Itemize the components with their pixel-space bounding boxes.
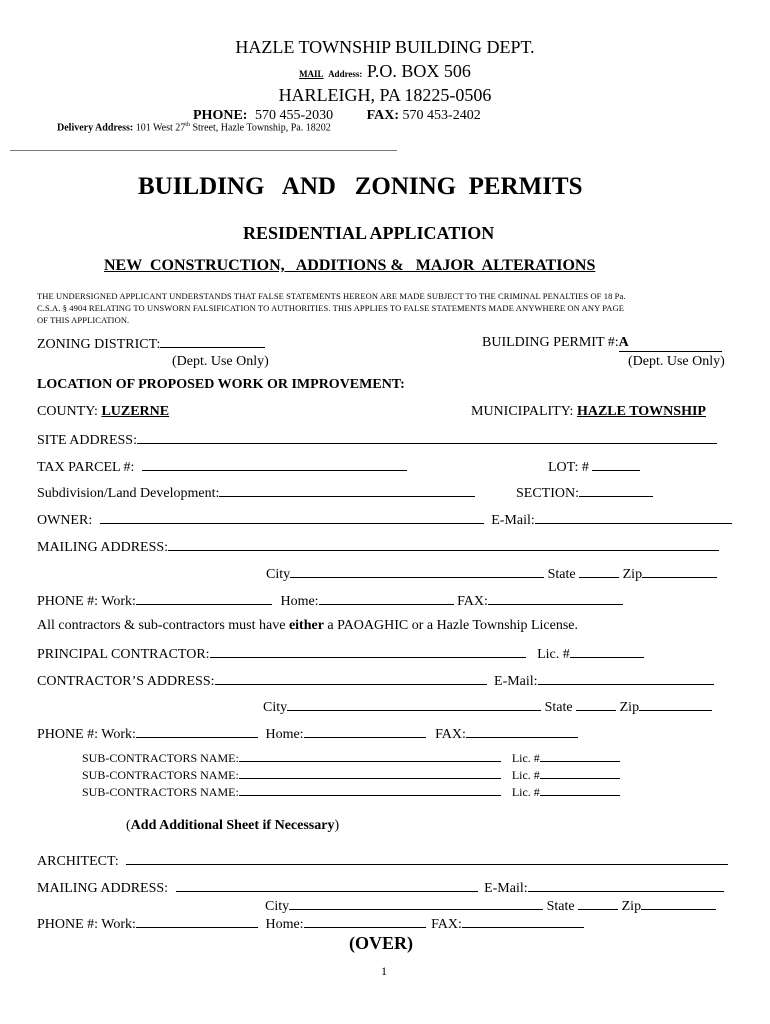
sub-contractor-row-2 <box>82 768 620 783</box>
phone-work-label: PHONE #: Work: <box>37 594 136 609</box>
city-label: City <box>266 567 291 582</box>
section-label: SECTION: <box>516 486 579 501</box>
sub-contractor-field-1[interactable] <box>239 751 501 762</box>
section-field[interactable] <box>579 484 653 497</box>
architect-city-field[interactable] <box>289 897 543 910</box>
architect-zip-label: Zip <box>621 899 642 914</box>
contractor-city-field[interactable] <box>287 698 541 711</box>
disclaimer-line-2: C.S.A. § 4904 RELATING TO UNSWORN FALSIFICATION TO AUTHORITIES. THIS APPLIES TO FALSE STATEMENTS MADE ANYWHERE ON ANY PAGE <box>37 303 625 313</box>
sub-lic-label: Lic. # <box>511 785 540 799</box>
sub-contractor-label: SUB-CONTRACTORS NAME: <box>82 751 239 765</box>
building-permit-field[interactable] <box>619 335 722 352</box>
sub-lic-field-2[interactable] <box>540 768 620 779</box>
contractor-address-field[interactable] <box>215 672 487 685</box>
zoning-district-row <box>37 335 265 353</box>
architect-email-field[interactable] <box>528 879 724 892</box>
dept-use-note-right: (Dept. Use Only) <box>628 354 725 369</box>
owner-label: OWNER: <box>37 513 93 528</box>
owner-state-field[interactable] <box>579 565 619 578</box>
owner-fax-field[interactable] <box>488 592 623 605</box>
letterhead-divider <box>10 150 397 151</box>
lot-label: LOT: # <box>548 460 589 475</box>
owner-email-field[interactable] <box>535 511 732 524</box>
contractor-city-row <box>263 698 712 716</box>
sub-contractor-field-3[interactable] <box>239 785 501 796</box>
contractor-zip-label: Zip <box>619 700 640 715</box>
municipality-value: HAZLE TOWNSHIP <box>576 404 706 419</box>
subdivision-field[interactable] <box>219 484 475 497</box>
county-row <box>37 404 169 420</box>
architect-home-label: Home: <box>265 917 304 932</box>
architect-phone-work-label: PHONE #: Work: <box>37 917 136 932</box>
sub-contractor-label: SUB-CONTRACTORS NAME: <box>82 768 239 782</box>
sub-lic-field-1[interactable] <box>540 751 620 762</box>
page-title: BUILDING AND ZONING PERMITS <box>138 173 583 200</box>
owner-city-field[interactable] <box>290 565 544 578</box>
principal-contractor-label: PRINCIPAL CONTRACTOR: <box>37 647 210 662</box>
sub-lic-label: Lic. # <box>511 751 540 765</box>
principal-contractor-row <box>37 645 644 663</box>
architect-city-row <box>265 897 716 915</box>
section-row <box>516 484 653 502</box>
over-label: (OVER) <box>349 933 413 953</box>
contractors-note-c: a PAOAGHIC or a Hazle Township License. <box>323 618 579 633</box>
fax-label: FAX: <box>366 108 400 123</box>
architect-fax-label: FAX: <box>431 917 462 932</box>
tax-parcel-label: TAX PARCEL #: <box>37 460 135 475</box>
delivery-rest: Street, Hazle Township, Pa. 18202 <box>189 122 331 134</box>
mailing-address-label: MAILING ADDRESS: <box>37 540 169 555</box>
site-address-field[interactable] <box>137 431 717 444</box>
owner-row <box>37 511 732 529</box>
contractor-phone-work-label: PHONE #: Work: <box>37 727 136 742</box>
building-permit-label: BUILDING PERMIT #: <box>482 335 619 350</box>
delivery-address <box>57 122 331 133</box>
principal-lic-label: Lic. # <box>537 647 570 662</box>
delivery-street: 101 West 27 <box>135 122 186 134</box>
contractors-note-a: All contractors & sub-contractors must have <box>37 618 289 633</box>
subdivision-label: Subdivision/Land Development: <box>37 486 220 501</box>
contractor-city-label: City <box>263 700 288 715</box>
sub-lic-field-3[interactable] <box>540 785 620 796</box>
contractor-state-field[interactable] <box>576 698 616 711</box>
architect-email-label: E-Mail: <box>484 881 528 896</box>
architect-city-label: City <box>265 899 290 914</box>
location-heading: LOCATION OF PROPOSED WORK OR IMPROVEMENT: <box>37 377 405 392</box>
sub-contractor-row-3 <box>82 785 620 800</box>
architect-mailing-field[interactable] <box>176 879 478 892</box>
mailing-address-row <box>37 538 719 556</box>
architect-zip-field[interactable] <box>641 897 716 910</box>
subtitle-2: NEW CONSTRUCTION, ADDITIONS & MAJOR ALTERATIONS <box>104 257 596 274</box>
add-sheet-text: Add Additional Sheet if Necessary <box>130 818 335 833</box>
add-sheet-paren-open: ( <box>126 818 131 833</box>
sub-contractor-field-2[interactable] <box>239 768 501 779</box>
add-sheet-note <box>126 818 339 834</box>
contractor-state-label: State <box>544 700 573 715</box>
county-value: LUZERNE <box>101 404 170 419</box>
county-label: COUNTY: <box>37 404 98 419</box>
architect-fax-field[interactable] <box>462 915 584 928</box>
delivery-sup: th <box>185 122 190 128</box>
fax-field-label: FAX: <box>457 594 488 609</box>
architect-work-phone-field[interactable] <box>136 915 258 928</box>
disclaimer-line-1: THE UNDERSIGNED APPLICANT UNDERSTANDS THAT FALSE STATEMENTS HEREON ARE MADE SUBJECT TO THE CRIMINAL PENALTIES OF 18 Pa. <box>37 291 626 301</box>
dept-name: HAZLE TOWNSHIP BUILDING DEPT. <box>235 37 535 57</box>
mail-label: MAIL <box>299 69 324 79</box>
architect-row <box>37 852 728 870</box>
lot-row <box>548 458 640 476</box>
contractor-address-row <box>37 672 714 690</box>
architect-label: ARCHITECT: <box>37 854 119 869</box>
add-sheet-paren-close: ) <box>334 818 340 833</box>
contractor-address-label: CONTRACTOR’S ADDRESS: <box>37 674 215 689</box>
contractor-email-field[interactable] <box>538 672 714 685</box>
mailing-address-field[interactable] <box>168 538 719 551</box>
owner-phone-row <box>37 592 623 610</box>
delivery-label: Delivery Address: <box>57 122 134 134</box>
contractor-zip-field[interactable] <box>639 698 712 711</box>
contractor-email-label: E-Mail: <box>494 674 538 689</box>
owner-home-phone-field[interactable] <box>319 592 454 605</box>
architect-field[interactable] <box>126 852 728 865</box>
architect-mailing-label: MAILING ADDRESS: <box>37 881 169 896</box>
zip-label: Zip <box>622 567 643 582</box>
po-box: P.O. BOX 506 <box>366 61 471 81</box>
phone-number: 570 455-2030 <box>254 108 334 123</box>
contractor-fax-label: FAX: <box>435 727 466 742</box>
contractor-fax-field[interactable] <box>466 725 578 738</box>
architect-phone-row <box>37 915 584 933</box>
owner-zip-field[interactable] <box>642 565 717 578</box>
phone-label: PHONE: <box>193 108 248 123</box>
subtitle: RESIDENTIAL APPLICATION <box>243 223 495 243</box>
architect-state-field[interactable] <box>578 897 618 910</box>
zoning-district-field[interactable] <box>160 335 265 348</box>
sub-contractor-row-1 <box>82 751 620 766</box>
site-address-row <box>37 431 717 449</box>
mail-address-line <box>0 61 770 82</box>
architect-mailing-row <box>37 879 724 897</box>
disclaimer-line-3: OF THIS APPLICATION. <box>37 315 130 325</box>
principal-lic-field[interactable] <box>570 645 644 658</box>
zoning-district-label: ZONING DISTRICT: <box>37 337 161 352</box>
contractors-note <box>37 618 578 634</box>
owner-email-label: E-Mail: <box>491 513 535 528</box>
state-label: State <box>547 567 576 582</box>
site-address-label: SITE ADDRESS: <box>37 433 137 448</box>
permit-prefix: A <box>618 335 629 350</box>
city-line: HARLEIGH, PA 18225-0506 <box>278 85 492 105</box>
municipality-row <box>471 404 706 420</box>
fax-number: 570 453-2402 <box>402 108 481 123</box>
architect-home-phone-field[interactable] <box>304 915 426 928</box>
architect-state-label: State <box>546 899 575 914</box>
sub-lic-label: Lic. # <box>511 768 540 782</box>
contractor-home-label: Home: <box>265 727 304 742</box>
home-label: Home: <box>280 594 319 609</box>
municipality-label: MUNICIPALITY: <box>471 404 574 419</box>
page-number: 1 <box>381 964 387 978</box>
owner-city-row <box>266 565 717 583</box>
principal-contractor-field[interactable] <box>210 645 526 658</box>
dept-use-note-left: (Dept. Use Only) <box>172 354 269 369</box>
owner-field[interactable] <box>100 511 484 524</box>
contractor-home-phone-field[interactable] <box>304 725 426 738</box>
owner-work-phone-field[interactable] <box>136 592 272 605</box>
sub-contractor-label: SUB-CONTRACTORS NAME: <box>82 785 239 799</box>
tax-parcel-field[interactable] <box>142 458 407 471</box>
contractor-phone-row <box>37 725 578 743</box>
subdivision-row <box>37 484 475 502</box>
contractor-work-phone-field[interactable] <box>136 725 258 738</box>
tax-parcel-row <box>37 458 407 476</box>
building-permit-row <box>482 335 722 352</box>
lot-field[interactable] <box>592 458 640 471</box>
mail-label-2: Address: <box>328 69 363 79</box>
contractors-note-either: either <box>288 618 324 633</box>
